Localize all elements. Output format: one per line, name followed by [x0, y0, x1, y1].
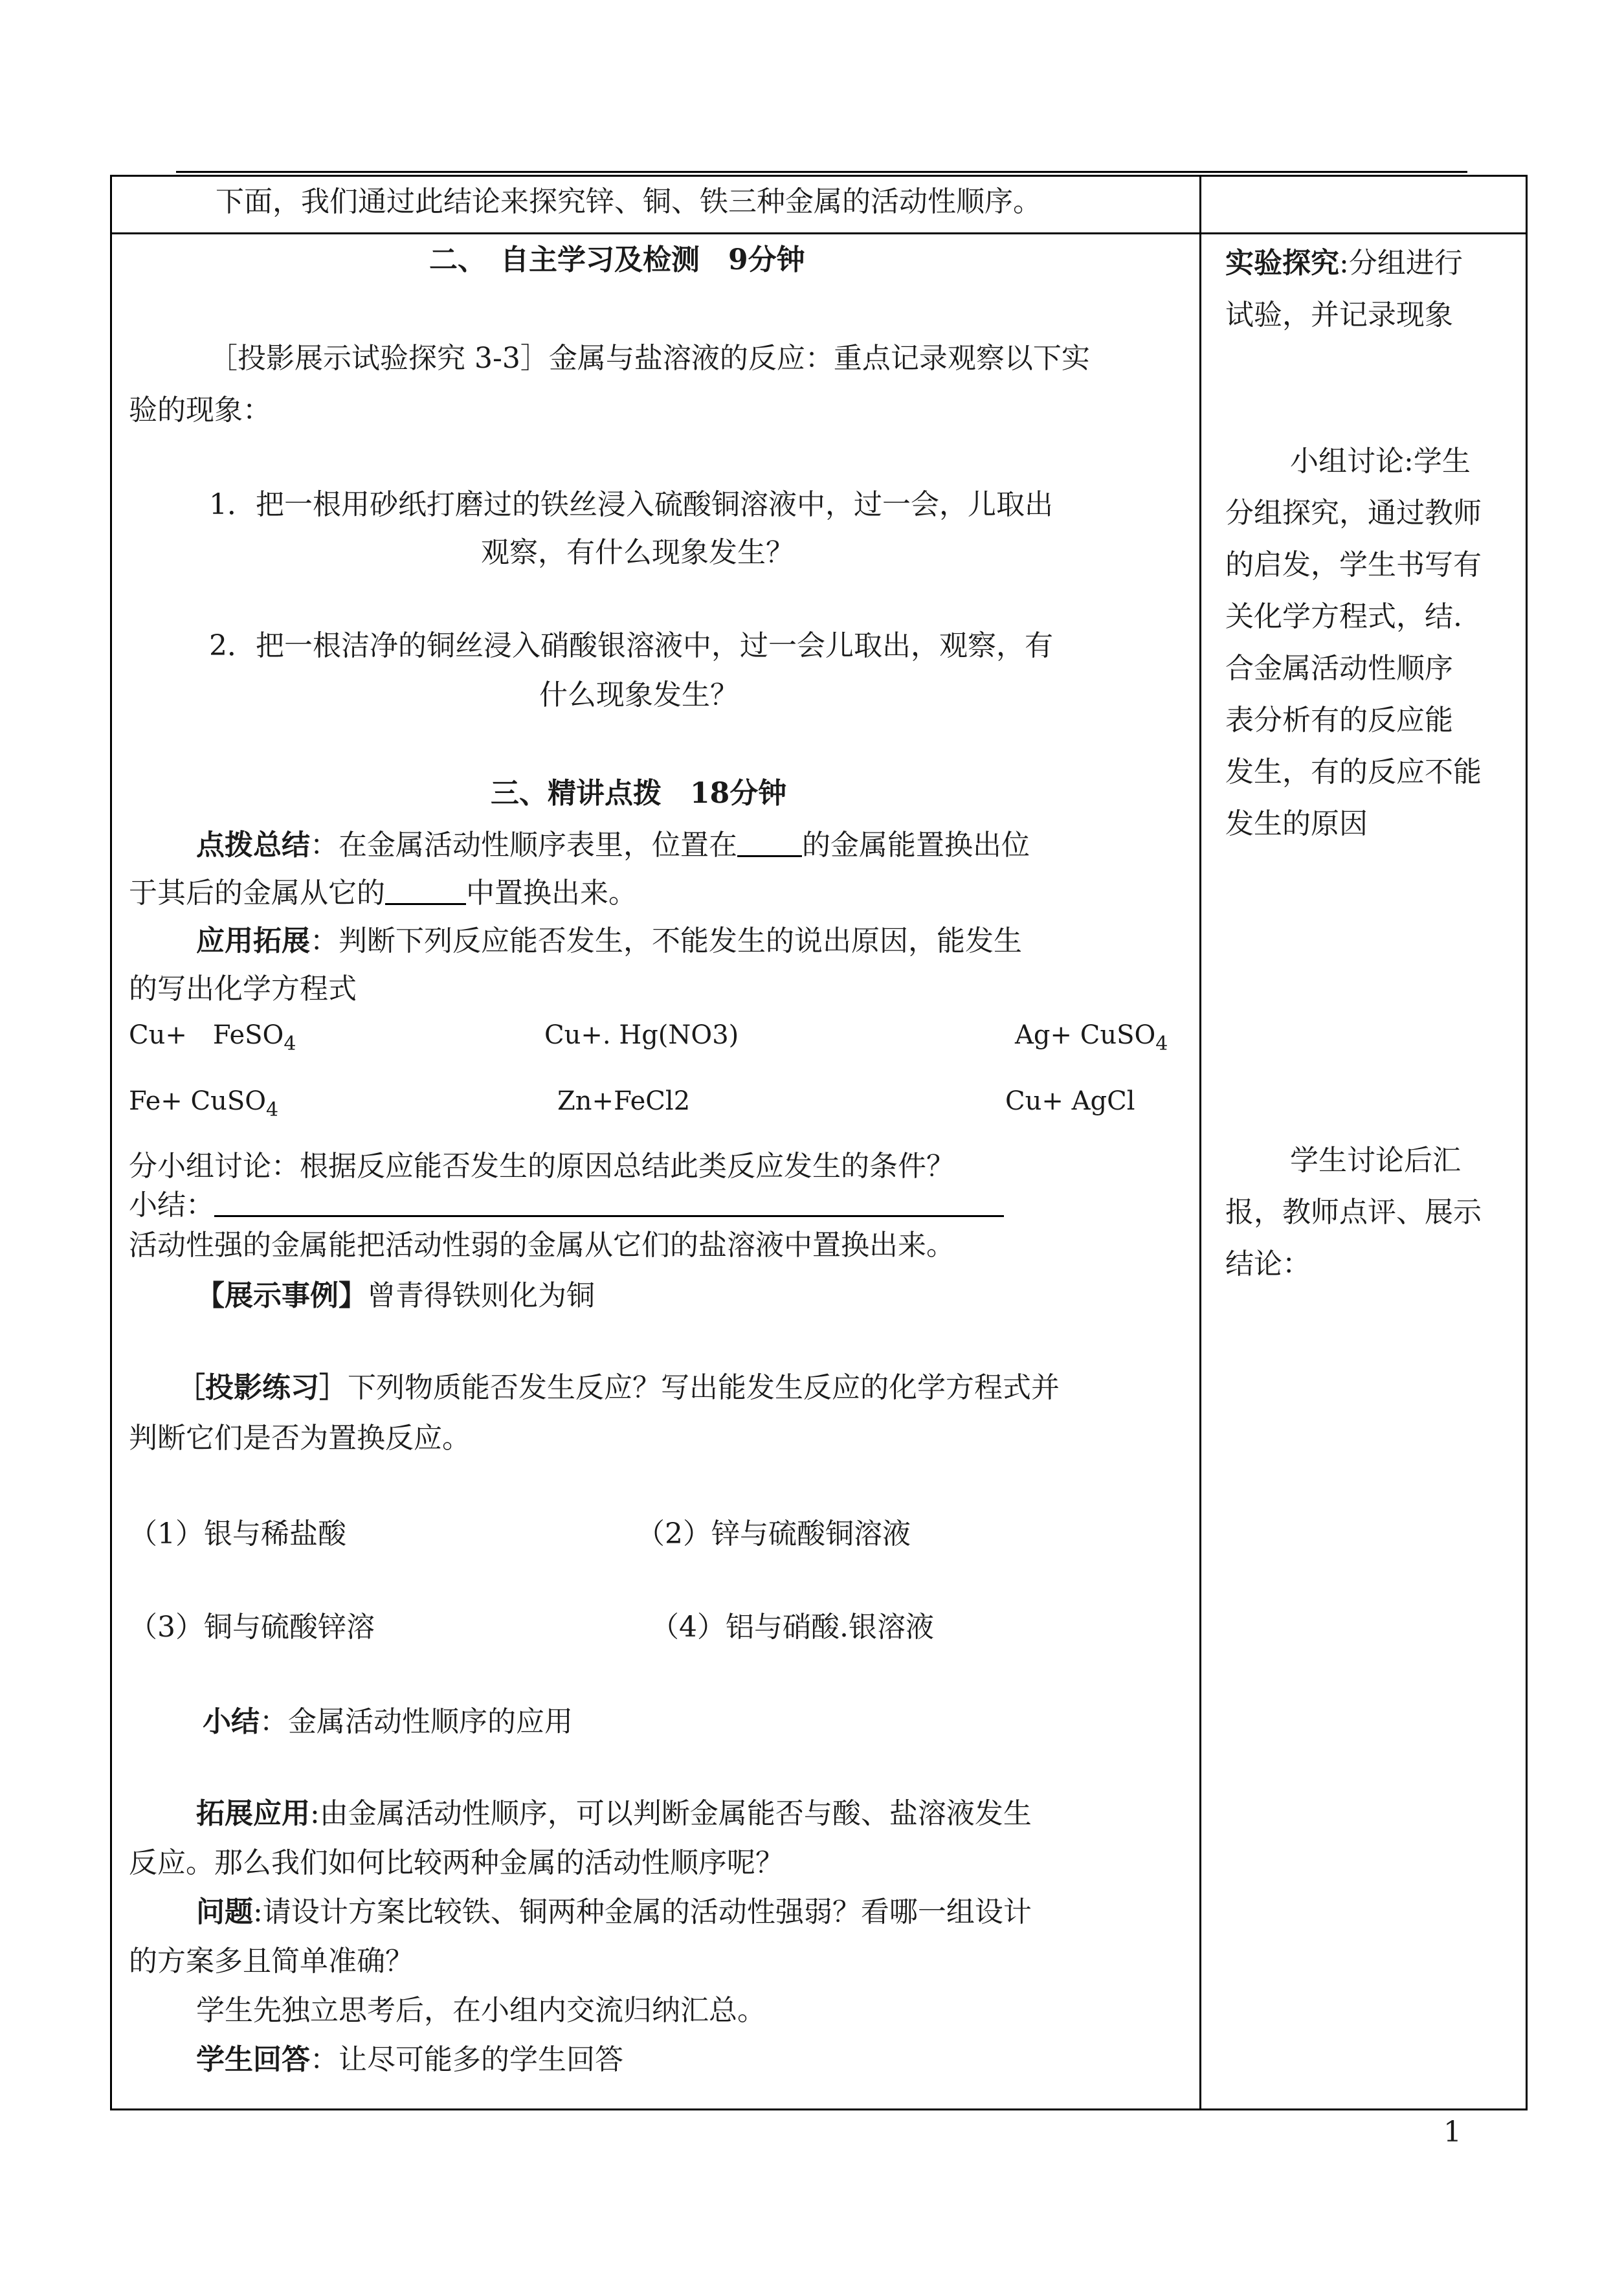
experiment2-line1: 2．把一根洁净的铜丝浸入硝酸银溶液中，过一会儿取出，观察，有: [209, 629, 1053, 662]
page-number: 1: [1443, 2116, 1462, 2149]
practice-line2: 判断它们是否为置换反应。: [129, 1422, 471, 1455]
column-divider: [1199, 177, 1201, 2108]
xiaojie-line: 小结：金属活动性顺序的应用: [203, 1705, 573, 1738]
right-report: 学生讨论后汇 报，教师点评、展示 结论：: [1225, 1144, 1482, 1281]
practice-item: （4）铝与硝酸.银溶液: [651, 1611, 934, 1644]
experiment2-line2: 什么现象发生？: [539, 678, 739, 711]
group-discussion: 分小组讨论：根据反应能否发生的原因总结此类反应发生的条件？: [129, 1150, 955, 1183]
practice-item: （1）银与稀盐酸: [129, 1517, 346, 1550]
summary-label: 点拨总结: [196, 829, 310, 862]
fill-blank[interactable]: [385, 877, 466, 905]
reaction: Cu+ FeSO$_4$: [129, 1020, 296, 1055]
apply-line1: 应用拓展：判断下列反应能否发生，不能发生的说出原因，能发生: [196, 924, 1022, 957]
experiment1-line1: 1．把一根用砂纸打磨过的铁丝浸入硫酸铜溶液中，过一会，儿取出: [209, 488, 1053, 521]
reaction: Zn+FeCl2: [557, 1086, 691, 1116]
right-experiment: 实验探究:分组进行 试验，并记录现象: [1225, 247, 1463, 331]
practice-item: （3）铜与硫酸锌溶: [129, 1611, 375, 1644]
reaction: Cu+ AgCl: [1005, 1086, 1135, 1116]
extension-line2: 反应。那么我们如何比较两种金属的活动性顺序呢？: [129, 1846, 784, 1879]
question-line2: 的方案多且简单准确？: [129, 1945, 414, 1978]
fill-blank[interactable]: [737, 829, 802, 857]
practice-item: （2）锌与硫酸铜溶液: [636, 1517, 911, 1550]
summary-line1: 点拨总结：在金属活动性顺序表里，位置在 的金属能置换出位: [196, 829, 1030, 862]
student-answer: 学生回答：让尽可能多的学生回答: [196, 2043, 623, 2076]
fill-blank[interactable]: [214, 1189, 1004, 1217]
question-line1: 问题:请设计方案比较铁、铜两种金属的活动性强弱？看哪一组设计: [196, 1896, 1032, 1929]
summary-line2: 于其后的金属从它的 中置换出来。: [129, 877, 637, 910]
projection-line1: ［投影展示试验探究 3-3］金属与盐溶液的反应：重点记录观察以下实: [209, 342, 1090, 375]
example-line: 【展示事例】曾青得铁则化为铜: [196, 1279, 595, 1312]
right-discussion: 小组讨论:学生 分组探究，通过教师 的启发，学生书写有 关化学方程式，结. 合金属活动性顺序 表分析有的反应能 发生，有的反应不能 发生的原因: [1225, 445, 1482, 840]
apply-line2: 的写出化学方程式: [129, 972, 357, 1005]
section3-heading: 三、精讲点拨 18分钟: [491, 777, 787, 810]
reaction: Ag+ CuSO$_4$: [1015, 1020, 1168, 1055]
section2-heading: 二、 自主学习及检测 9分钟: [429, 243, 805, 276]
conclusion: 活动性强的金属能把活动性弱的金属从它们的盐溶液中置换出来。: [129, 1229, 955, 1262]
intro-text: 下面，我们通过此结论来探究锌、铜、铁三种金属的活动性顺序。: [216, 185, 1041, 218]
projection-line2: 验的现象：: [129, 394, 271, 427]
row-divider: [112, 232, 1526, 234]
small-summary: 小结：: [129, 1187, 1004, 1224]
extension-line1: 拓展应用:由金属活动性顺序，可以判断金属能否与酸、盐溶液发生: [196, 1797, 1032, 1830]
practice-line1: ［投影练习］下列物质能否发生反应？写出能发生反应的化学方程式并: [177, 1371, 1060, 1404]
reaction: Cu+. Hg(NO3): [544, 1020, 739, 1050]
reaction: Fe+ CuSO$_4$: [129, 1086, 279, 1121]
header-rule: [176, 171, 1467, 173]
student-think: 学生先独立思考后，在小组内交流归纳汇总。: [196, 1994, 766, 2027]
lesson-table: [110, 175, 1528, 2110]
experiment1-line2: 观察，有什么现象发生？: [481, 536, 794, 569]
